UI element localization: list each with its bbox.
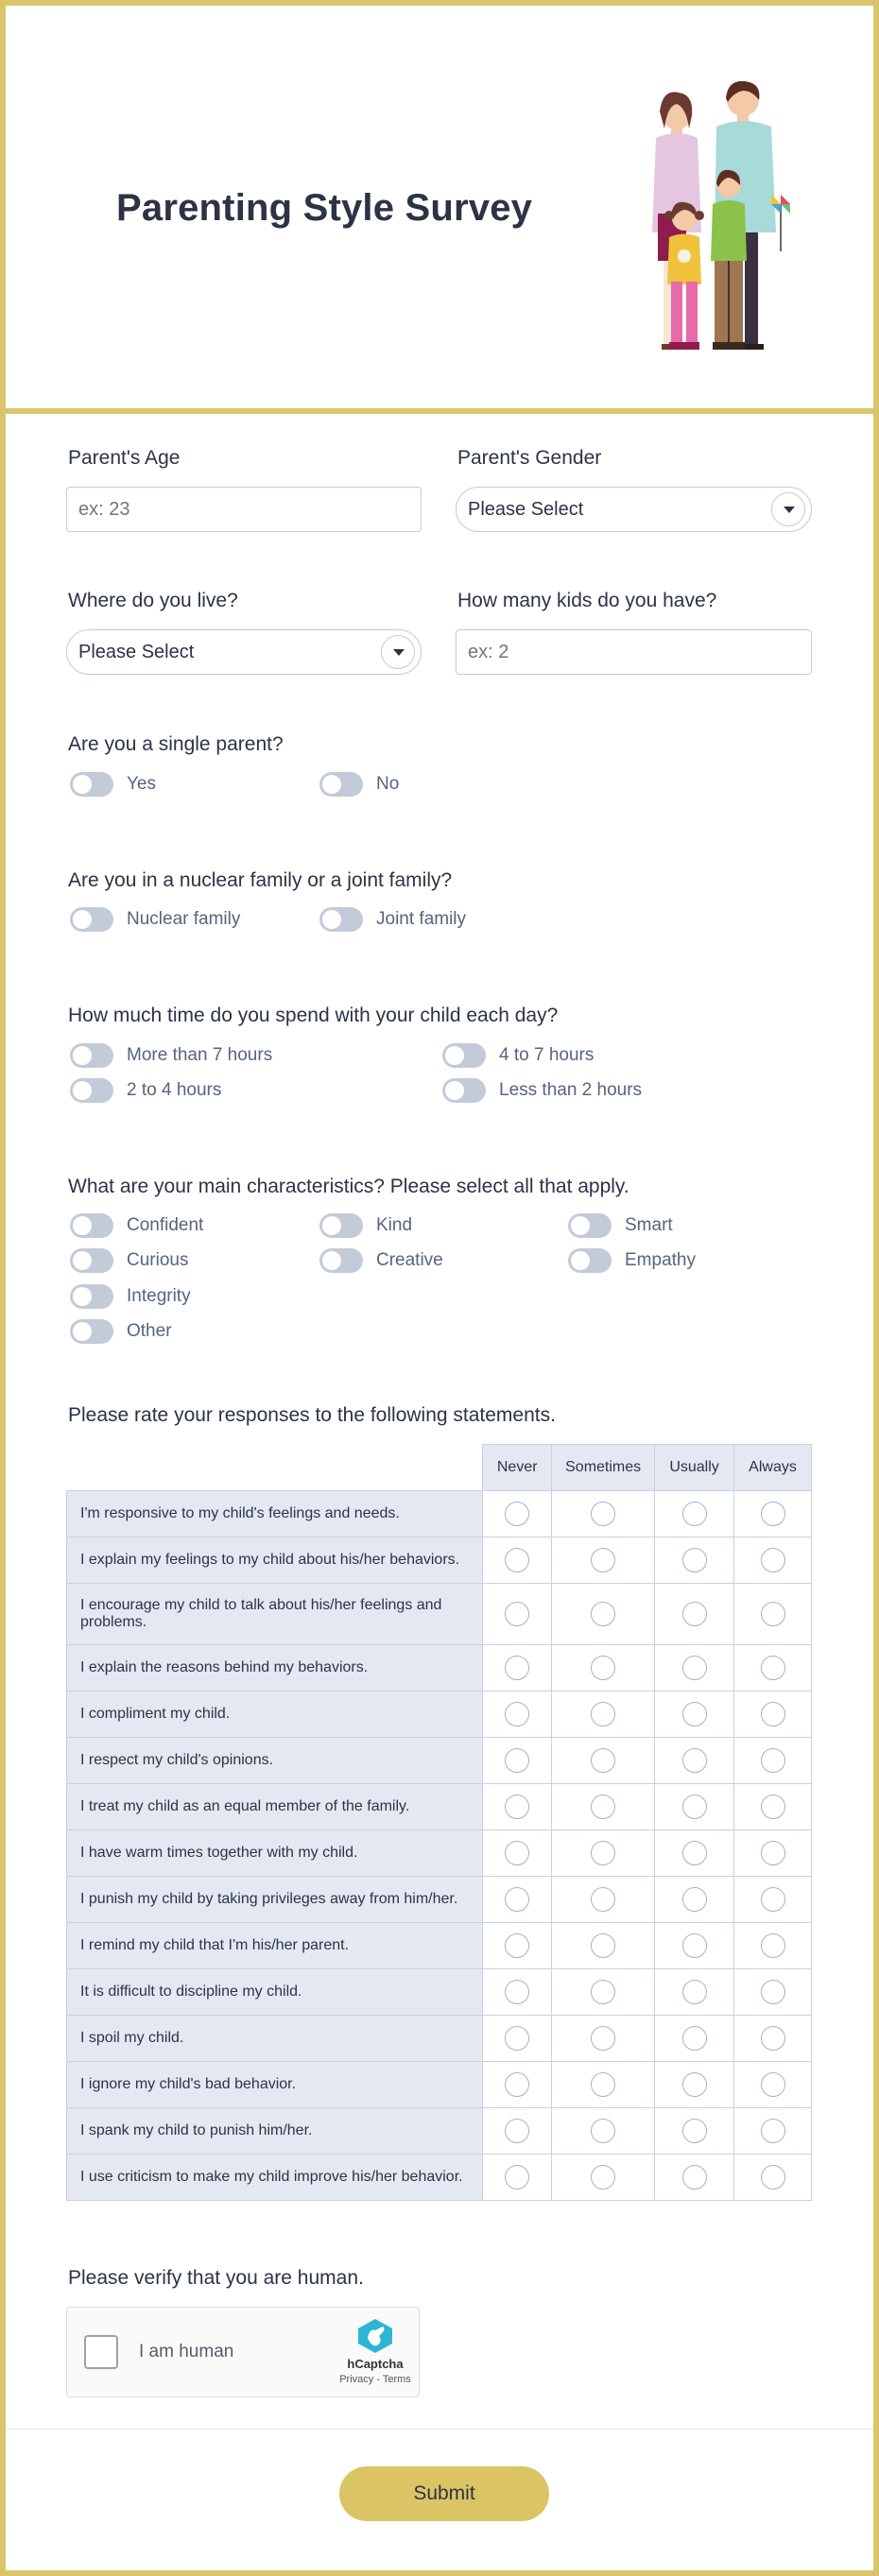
radio-sometimes[interactable] [591, 1887, 615, 1912]
radio-always[interactable] [761, 1933, 785, 1958]
location-label: Where do you live? [68, 590, 238, 611]
matrix-cell [655, 2016, 734, 2062]
radio-sometimes[interactable] [591, 1702, 615, 1726]
location-select-value: Please Select [78, 642, 195, 662]
radio-always[interactable] [761, 2119, 785, 2143]
column-always: Always [734, 1445, 812, 1491]
radio-always[interactable] [761, 2026, 785, 2051]
matrix-statement: I punish my child by taking privileges away from him/her. [67, 1877, 483, 1923]
matrix-cell [552, 2155, 655, 2201]
family-type-question: Are you in a nuclear family or a joint family? [68, 869, 453, 891]
radio-sometimes[interactable] [591, 2165, 615, 2190]
matrix-cell [655, 1491, 734, 1537]
radio-usually[interactable] [682, 2119, 707, 2143]
toggle-switch[interactable] [70, 1248, 113, 1273]
option-nuclear-family[interactable] [70, 905, 240, 934]
captcha-terms-link[interactable]: Privacy - Terms [339, 2374, 411, 2385]
matrix-cell [734, 2062, 812, 2108]
matrix-cell [734, 1969, 812, 2016]
matrix-statement: I treat my child as an equal member of the family. [67, 1784, 483, 1830]
toggle-switch[interactable] [442, 1078, 486, 1103]
option-less-than-2-hours[interactable] [442, 1076, 642, 1105]
captcha-question: Please verify that you are human. [68, 2267, 364, 2289]
radio-usually[interactable] [682, 2165, 707, 2190]
radio-never[interactable] [505, 1887, 529, 1912]
toggle-switch[interactable] [568, 1248, 612, 1273]
option-label: Empathy [625, 1250, 696, 1270]
matrix-row [67, 1645, 812, 1692]
radio-always[interactable] [761, 1502, 785, 1526]
option-label: Smart [625, 1215, 673, 1235]
matrix-statement: It is difficult to discipline my child. [67, 1969, 483, 2016]
gender-select-value: Please Select [468, 499, 584, 520]
matrix-cell [552, 1491, 655, 1537]
matrix-row [67, 2062, 812, 2108]
option-label: Integrity [127, 1286, 191, 1306]
option-curious[interactable] [70, 1246, 188, 1275]
radio-never[interactable] [505, 1656, 529, 1680]
option-no[interactable] [319, 770, 399, 799]
radio-sometimes[interactable] [591, 1502, 615, 1526]
matrix-cell [483, 1877, 552, 1923]
matrix-cell [552, 1923, 655, 1969]
matrix-cell [734, 2016, 812, 2062]
matrix-cell [734, 1784, 812, 1830]
radio-never[interactable] [505, 1841, 529, 1865]
option-label: Curious [127, 1250, 189, 1270]
radio-sometimes[interactable] [591, 2119, 615, 2143]
matrix-cell [655, 1738, 734, 1784]
radio-never[interactable] [505, 1602, 529, 1626]
matrix-statement: I have warm times together with my child. [67, 1830, 483, 1877]
toggle-switch[interactable] [70, 1284, 113, 1309]
matrix-cell [734, 1877, 812, 1923]
radio-never[interactable] [505, 1548, 529, 1572]
matrix-row [67, 1784, 812, 1830]
radio-sometimes[interactable] [591, 1748, 615, 1773]
matrix-cell [552, 1877, 655, 1923]
matrix-row [67, 1738, 812, 1784]
matrix-cell [655, 1877, 734, 1923]
form-header [6, 6, 873, 414]
radio-never[interactable] [505, 1933, 529, 1958]
option-confident[interactable] [70, 1211, 203, 1240]
gender-label: Parent's Gender [457, 447, 602, 469]
matrix-question: Please rate your responses to the following statements. [68, 1404, 556, 1426]
option-creative[interactable] [319, 1246, 443, 1275]
matrix-statement: I explain the reasons behind my behaviors. [67, 1645, 483, 1692]
radio-never[interactable] [505, 2165, 529, 2190]
matrix-row [67, 1877, 812, 1923]
matrix-cell [734, 2108, 812, 2155]
radio-usually[interactable] [682, 1933, 707, 1958]
toggle-switch[interactable] [70, 1319, 113, 1344]
toggle-switch[interactable] [70, 772, 113, 797]
matrix-row [67, 2155, 812, 2201]
radio-usually[interactable] [682, 1841, 707, 1865]
matrix-cell [655, 1584, 734, 1645]
chevron-down-icon[interactable] [381, 635, 415, 669]
matrix-cell [655, 1784, 734, 1830]
radio-sometimes[interactable] [591, 1602, 615, 1626]
matrix-cell [734, 1830, 812, 1877]
matrix-cell [552, 1830, 655, 1877]
matrix-row [67, 1692, 812, 1738]
matrix-cell [734, 1645, 812, 1692]
matrix-statement: I use criticism to make my child improve his/her behavior. [67, 2155, 483, 2201]
matrix-cell [483, 1830, 552, 1877]
hcaptcha-logo-icon [354, 2317, 396, 2355]
radio-usually[interactable] [682, 1748, 707, 1773]
matrix-cell [483, 2016, 552, 2062]
option-label: 4 to 7 hours [499, 1045, 595, 1065]
matrix-cell [483, 1537, 552, 1584]
radio-sometimes[interactable] [591, 1548, 615, 1572]
matrix-cell [483, 2155, 552, 2201]
column-usually: Usually [655, 1445, 734, 1491]
option-label: Creative [376, 1250, 443, 1270]
option-yes[interactable] [70, 770, 156, 799]
matrix-statement: I remind my child that I'm his/her parent. [67, 1923, 483, 1969]
toggle-switch[interactable] [319, 772, 363, 797]
matrix-statement: I spoil my child. [67, 2016, 483, 2062]
radio-usually[interactable] [682, 1795, 707, 1819]
age-label: Parent's Age [68, 447, 181, 469]
matrix-row [67, 2108, 812, 2155]
radio-never[interactable] [505, 1980, 529, 2004]
radio-usually[interactable] [682, 1502, 707, 1526]
option-smart[interactable] [568, 1211, 673, 1240]
matrix-statement: I ignore my child's bad behavior. [67, 2062, 483, 2108]
matrix-statement: I compliment my child. [67, 1692, 483, 1738]
radio-never[interactable] [505, 1748, 529, 1773]
radio-always[interactable] [761, 1602, 785, 1626]
location-select[interactable] [66, 629, 422, 675]
matrix-cell [734, 2155, 812, 2201]
radio-usually[interactable] [682, 2026, 707, 2051]
option-integrity[interactable] [70, 1282, 191, 1311]
radio-sometimes[interactable] [591, 1841, 615, 1865]
option-label: Other [127, 1321, 172, 1341]
matrix-cell [655, 2108, 734, 2155]
matrix-cell [483, 2108, 552, 2155]
matrix-cell [552, 2108, 655, 2155]
toggle-switch[interactable] [442, 1043, 486, 1068]
toggle-switch[interactable] [319, 1213, 363, 1238]
matrix-cell [483, 2062, 552, 2108]
matrix-cell [552, 2062, 655, 2108]
radio-usually[interactable] [682, 1602, 707, 1626]
radio-sometimes[interactable] [591, 2072, 615, 2097]
option-label: Yes [127, 774, 156, 794]
kids-input[interactable] [456, 629, 812, 675]
matrix-row [67, 1491, 812, 1537]
toggle-switch[interactable] [319, 1248, 363, 1273]
matrix-cell [552, 2016, 655, 2062]
matrix-cell [483, 1969, 552, 2016]
matrix-corner [67, 1445, 483, 1491]
radio-always[interactable] [761, 1548, 785, 1572]
radio-usually[interactable] [682, 1656, 707, 1680]
matrix-statement: I spank my child to punish him/her. [67, 2108, 483, 2155]
matrix-cell [552, 1969, 655, 2016]
matrix-cell [552, 1537, 655, 1584]
toggle-switch[interactable] [70, 1078, 113, 1103]
toggle-switch[interactable] [70, 907, 113, 932]
radio-always[interactable] [761, 2165, 785, 2190]
captcha-checkbox[interactable] [84, 2335, 118, 2369]
radio-never[interactable] [505, 1502, 529, 1526]
option-label: Less than 2 hours [499, 1080, 643, 1100]
matrix-row [67, 1923, 812, 1969]
radio-always[interactable] [761, 1795, 785, 1819]
kids-label: How many kids do you have? [457, 590, 717, 611]
option-label: Joint family [376, 909, 467, 929]
matrix-cell [655, 1692, 734, 1738]
radio-always[interactable] [761, 1887, 785, 1912]
matrix-row [67, 1830, 812, 1877]
radio-always[interactable] [761, 1748, 785, 1773]
rating-matrix [66, 1444, 812, 2201]
matrix-cell [483, 1584, 552, 1645]
radio-usually[interactable] [682, 1702, 707, 1726]
matrix-cell [655, 1645, 734, 1692]
captcha-label: I am human [139, 2342, 234, 2361]
radio-usually[interactable] [682, 2072, 707, 2097]
matrix-cell [483, 1491, 552, 1537]
option-label: More than 7 hours [127, 1045, 273, 1065]
matrix-cell [552, 1645, 655, 1692]
matrix-cell [734, 1923, 812, 1969]
option-2-to-4-hours[interactable] [70, 1076, 221, 1105]
gender-select[interactable] [456, 487, 812, 532]
option-empathy[interactable] [568, 1246, 696, 1275]
matrix-statement: I respect my child's opinions. [67, 1738, 483, 1784]
matrix-cell [734, 1692, 812, 1738]
option-more-than-7-hours[interactable] [70, 1041, 272, 1070]
matrix-cell [483, 1692, 552, 1738]
matrix-cell [734, 1584, 812, 1645]
matrix-cell [552, 1692, 655, 1738]
option-joint-family[interactable] [319, 905, 466, 934]
radio-sometimes[interactable] [591, 1980, 615, 2004]
footer-divider [6, 2429, 873, 2430]
matrix-cell [655, 1923, 734, 1969]
page-title: Parenting Style Survey [116, 187, 533, 229]
matrix-row [67, 2016, 812, 2062]
radio-usually[interactable] [682, 1548, 707, 1572]
radio-usually[interactable] [682, 1887, 707, 1912]
radio-never[interactable] [505, 1795, 529, 1819]
radio-always[interactable] [761, 1980, 785, 2004]
matrix-cell [483, 1923, 552, 1969]
matrix-cell [483, 1784, 552, 1830]
family-illustration [629, 72, 800, 365]
option-label: Confident [127, 1215, 204, 1235]
option-4-to-7-hours[interactable] [442, 1041, 594, 1070]
radio-never[interactable] [505, 2026, 529, 2051]
matrix-statement: I explain my feelings to my child about his/her behaviors. [67, 1537, 483, 1584]
submit-button[interactable]: Submit [339, 2466, 549, 2521]
matrix-cell [552, 1584, 655, 1645]
matrix-cell [655, 2062, 734, 2108]
column-sometimes: Sometimes [552, 1445, 655, 1491]
matrix-cell [483, 1738, 552, 1784]
matrix-cell [552, 1784, 655, 1830]
matrix-statement: I'm responsive to my child's feelings and needs. [67, 1491, 483, 1537]
column-never: Never [483, 1445, 552, 1491]
radio-always[interactable] [761, 2072, 785, 2097]
toggle-switch[interactable] [70, 1043, 113, 1068]
radio-always[interactable] [761, 1841, 785, 1865]
time-spent-question: How much time do you spend with your child each day? [68, 1005, 559, 1026]
matrix-cell [655, 1537, 734, 1584]
matrix-cell [734, 1738, 812, 1784]
radio-never[interactable] [505, 2072, 529, 2097]
matrix-cell [655, 2155, 734, 2201]
radio-sometimes[interactable] [591, 1656, 615, 1680]
captcha-brand: hCaptcha [347, 2357, 404, 2371]
matrix-cell [483, 1645, 552, 1692]
matrix-row [67, 1584, 812, 1645]
radio-never[interactable] [505, 2119, 529, 2143]
characteristics-question: What are your main characteristics? Please select all that apply. [68, 1176, 629, 1197]
matrix-row [67, 1969, 812, 2016]
option-label: Kind [376, 1215, 413, 1235]
toggle-switch[interactable] [70, 1213, 113, 1238]
radio-sometimes[interactable] [591, 2026, 615, 2051]
toggle-switch[interactable] [568, 1213, 612, 1238]
radio-always[interactable] [761, 1702, 785, 1726]
matrix-cell [655, 1830, 734, 1877]
toggle-switch[interactable] [319, 907, 363, 932]
matrix-cell [655, 1969, 734, 2016]
chevron-down-icon[interactable] [771, 492, 805, 526]
hcaptcha-widget [66, 2307, 420, 2397]
option-label: No [376, 774, 400, 794]
option-label: Nuclear family [127, 909, 241, 929]
radio-always[interactable] [761, 1656, 785, 1680]
age-input[interactable] [66, 487, 422, 532]
single-parent-question: Are you a single parent? [68, 733, 284, 755]
radio-never[interactable] [505, 1702, 529, 1726]
radio-sometimes[interactable] [591, 1795, 615, 1819]
option-label: 2 to 4 hours [127, 1080, 222, 1100]
matrix-header-row [67, 1445, 812, 1491]
matrix-cell [734, 1537, 812, 1584]
option-other[interactable] [70, 1317, 172, 1346]
option-kind[interactable] [319, 1211, 412, 1240]
matrix-cell [734, 1491, 812, 1537]
matrix-cell [552, 1738, 655, 1784]
radio-sometimes[interactable] [591, 1933, 615, 1958]
matrix-row [67, 1537, 812, 1584]
matrix-statement: I encourage my child to talk about his/her feelings and problems. [67, 1584, 483, 1645]
radio-usually[interactable] [682, 1980, 707, 2004]
